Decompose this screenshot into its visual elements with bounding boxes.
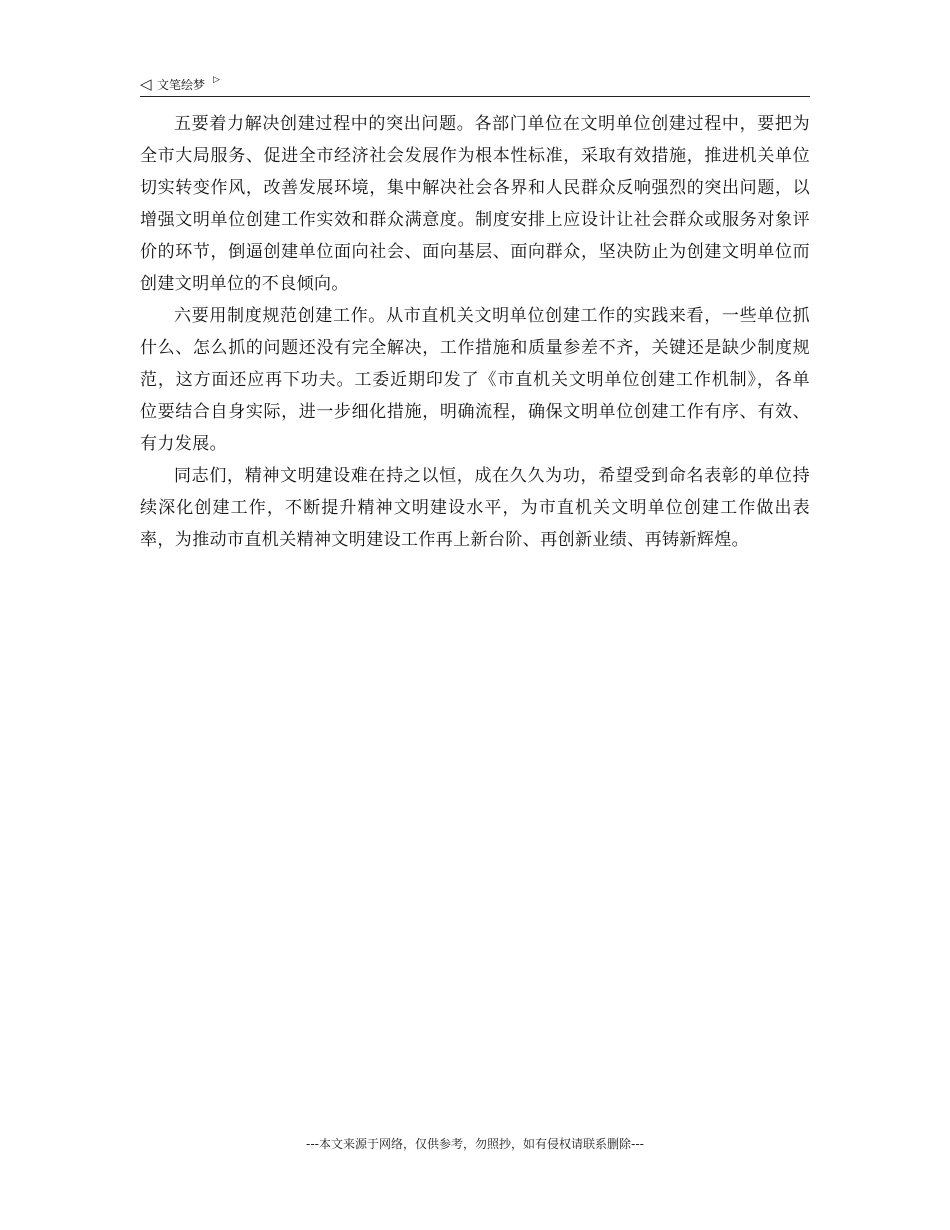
right-triangle-icon: ▷ <box>213 75 220 85</box>
page-header <box>140 72 810 97</box>
left-triangle-icon: ◁ <box>140 75 152 93</box>
document-body <box>140 108 810 556</box>
paragraph-1: 五要着力解决创建过程中的突出问题。各部门单位在文明单位创建过程中，要把为全市大局服务、促进全市经济社会发展作为根本性标准，采取有效措施，推进机关单位切实转变作风，改善发展环境，集中解决社会各界和人民群众反响强烈的突出问题，以增强文明单位创建工作实效和群众满意度。制度安排上应设计让社会群众或服务对象评价的环节，倒逼创建单位面向社会、面向基层、面向群众，坚决防止为创建文明单位而创建文明单位的不良倾向。 <box>140 114 810 294</box>
paragraph-3: 同志们，精神文明建设难在持之以恒，成在久久为功，希望受到命名表彰的单位持续深化创建工作，不断提升精神文明建设水平，为市直机关文明单位创建工作做出表率，为推动市直机关精神文明建设工作再上新台阶、再创新业绩、再铸新辉煌。 <box>140 466 810 550</box>
header-title: 文笔绘梦 <box>157 78 206 92</box>
paragraph-2: 六要用制度规范创建工作。从市直机关文明单位创建工作的实践来看，一些单位抓什么、怎么抓的问题还没有完全解决，工作措施和质量参差不齐，关键还是缺少制度规范，这方面还应再下功夫。工委近期印发了《市直机关文明单位创建工作机制》，各单位要结合自身实际，进一步细化措施，明确流程，确保文明单位创建工作有序、有效、有力发展。 <box>140 306 810 454</box>
page-footer: ---本文来源于网络，仅供参考，勿照抄，如有侵权请联系删除--- <box>306 1137 644 1151</box>
